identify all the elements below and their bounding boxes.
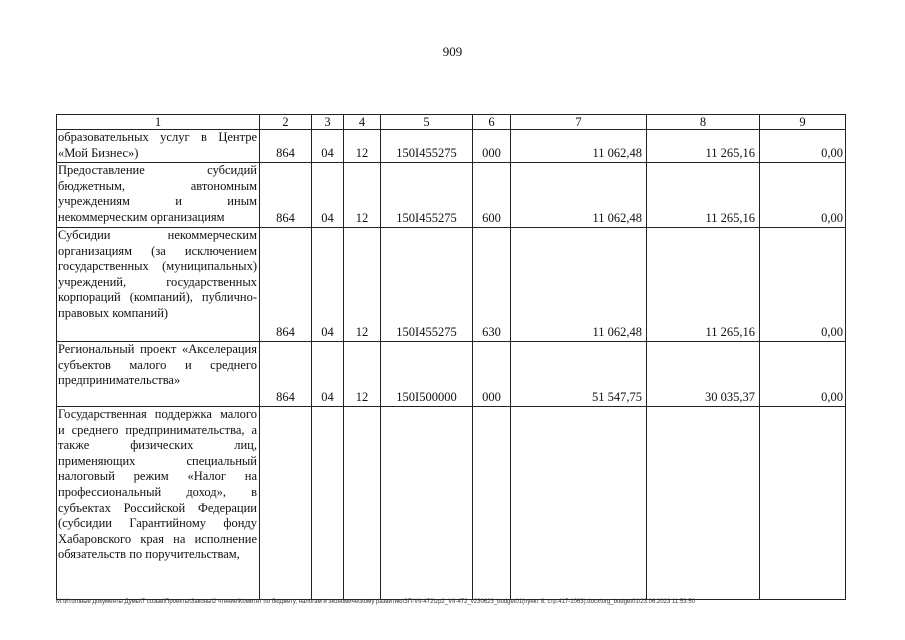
column-header: 7: [511, 115, 647, 130]
cell-expense-type: 630: [473, 228, 511, 342]
cell-amount-col9: 0,00: [760, 228, 846, 342]
row-description: Субсидии некоммерческим организациям (за исключением государственных (муниципальных) учреждений, государственных корпораций (компаний), публично-правовых компаний): [57, 228, 260, 342]
cell-amount-col7: [511, 407, 647, 600]
cell-amount-col8: [647, 407, 760, 600]
table-header-row: [57, 115, 846, 130]
cell-section-code: 04: [312, 130, 344, 163]
cell-section-code: [312, 407, 344, 600]
cell-amount-col7: 51 547,75: [511, 342, 647, 407]
cell-amount-col9: 0,00: [760, 130, 846, 163]
table-row: [57, 228, 846, 342]
cell-amount-col9: 0,00: [760, 342, 846, 407]
column-header: 8: [647, 115, 760, 130]
cell-ministry-code: 864: [260, 342, 312, 407]
cell-target-article: 150I500000: [381, 342, 473, 407]
column-header: 4: [344, 115, 381, 130]
column-header: 3: [312, 115, 344, 130]
cell-expense-type: 000: [473, 130, 511, 163]
column-header: 1: [57, 115, 260, 130]
cell-subsection-code: 12: [344, 163, 381, 228]
cell-amount-col8: 30 035,37: [647, 342, 760, 407]
cell-subsection-code: 12: [344, 228, 381, 342]
cell-subsection-code: [344, 407, 381, 600]
document-path-footer: M:\Итоговые документы Думы\7 созыв\Проекты\Законы\2 чтение\Комитет по бюджету, налогам и экономическому развитию\ЗП-VII-472\zp2_VII-472_v230623_budget01(пункт 8, стр.417-1063).docx\org_budget01\23.06.2023 11:53:50: [56, 599, 695, 605]
column-header: 9: [760, 115, 846, 130]
cell-target-article: 150I455275: [381, 228, 473, 342]
row-description: Региональный проект «Акселерация субъектов малого и среднего предпринимательства»: [57, 342, 260, 407]
cell-amount-col7: 11 062,48: [511, 130, 647, 163]
cell-section-code: 04: [312, 342, 344, 407]
cell-target-article: 150I455275: [381, 163, 473, 228]
row-description: Предоставление субсидий бюджетным, автономным учреждениям и иным некоммерческим организациям: [57, 163, 260, 228]
table-row: [57, 407, 846, 600]
cell-section-code: 04: [312, 163, 344, 228]
table-row: [57, 130, 846, 163]
column-header: 5: [381, 115, 473, 130]
cell-amount-col8: 11 265,16: [647, 228, 760, 342]
cell-ministry-code: [260, 407, 312, 600]
cell-section-code: 04: [312, 228, 344, 342]
cell-amount-col7: 11 062,48: [511, 163, 647, 228]
cell-ministry-code: 864: [260, 163, 312, 228]
cell-amount-col8: 11 265,16: [647, 130, 760, 163]
column-header: 2: [260, 115, 312, 130]
cell-amount-col9: 0,00: [760, 163, 846, 228]
cell-ministry-code: 864: [260, 228, 312, 342]
table-row: [57, 163, 846, 228]
cell-amount-col7: 11 062,48: [511, 228, 647, 342]
cell-expense-type: 000: [473, 342, 511, 407]
cell-expense-type: [473, 407, 511, 600]
table-row: [57, 342, 846, 407]
cell-expense-type: 600: [473, 163, 511, 228]
row-description: Государственная поддержка малого и среднего предпринимательства, а также физических лиц, применяющих специальный налоговый режим «Налог на профессиональный доход», в субъектах Российской Федерации (субсидии Гарантийному фонду Хабаровского края на исполнение обязательств по поручительствам,: [57, 407, 260, 600]
cell-ministry-code: 864: [260, 130, 312, 163]
cell-amount-col8: 11 265,16: [647, 163, 760, 228]
cell-amount-col9: [760, 407, 846, 600]
row-description: образовательных услуг в Центре «Мой Бизнес»): [57, 130, 260, 163]
cell-subsection-code: 12: [344, 130, 381, 163]
column-header: 6: [473, 115, 511, 130]
cell-target-article: [381, 407, 473, 600]
page-number: 909: [442, 44, 463, 59]
cell-target-article: 150I455275: [381, 130, 473, 163]
budget-table: [56, 114, 846, 600]
cell-subsection-code: 12: [344, 342, 381, 407]
